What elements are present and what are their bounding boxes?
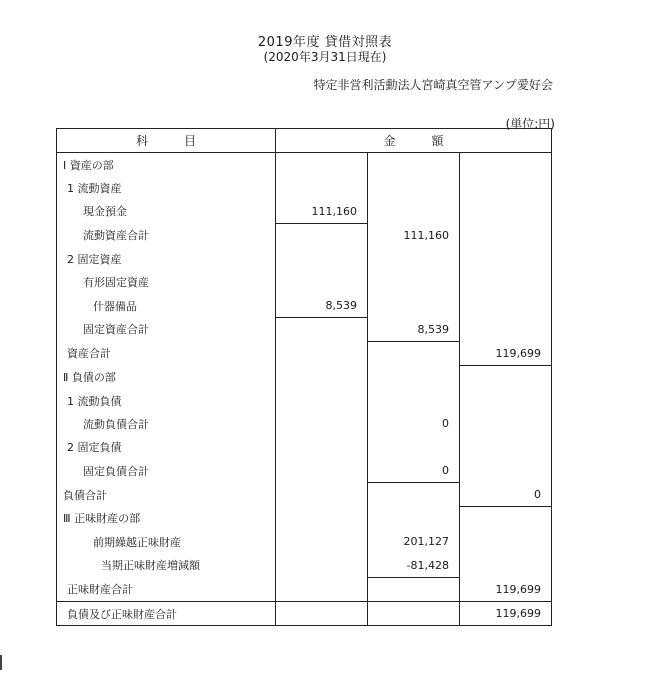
amount-subtotal: 0 [368, 459, 460, 483]
amount-total [460, 412, 552, 435]
table-row [57, 389, 552, 412]
table-row [57, 270, 552, 293]
amount-subtotal: 0 [368, 412, 460, 435]
row-label: Ⅱ 負債の部 [57, 365, 276, 389]
amount-detail [276, 153, 368, 177]
amount-subtotal [368, 577, 460, 601]
amount-total [460, 294, 552, 318]
table-row [57, 506, 552, 530]
amount-column-header: 金 額 [276, 129, 552, 153]
amount-subtotal: -81,428 [368, 554, 460, 578]
amount-detail [276, 341, 368, 365]
amount-subtotal [368, 294, 460, 318]
amount-detail [276, 247, 368, 270]
table-row [57, 176, 552, 199]
row-label: Ⅰ 資産の部 [57, 153, 276, 177]
amount-detail: 111,160 [276, 200, 368, 224]
amount-detail [276, 530, 368, 553]
amount-detail [276, 602, 368, 626]
table-row [57, 412, 552, 435]
amount-total [460, 318, 552, 342]
row-label: 流動負債合計 [57, 412, 276, 435]
row-label: 前期繰越正味財産 [57, 530, 276, 553]
amount-subtotal [368, 176, 460, 199]
amount-detail [276, 223, 368, 247]
document-period: (2020年3月31日現在) [263, 50, 387, 64]
row-label: 負債合計 [57, 483, 276, 507]
amount-detail [276, 459, 368, 483]
row-label: 現金預金 [57, 200, 276, 224]
amount-subtotal: 201,127 [368, 530, 460, 553]
amount-total [460, 223, 552, 247]
amount-subtotal [368, 200, 460, 224]
amount-subtotal [368, 483, 460, 507]
amount-detail [276, 270, 368, 293]
amount-subtotal [368, 153, 460, 177]
table-row [57, 153, 552, 177]
amount-total [460, 436, 552, 459]
table-row [57, 436, 552, 459]
table-row [57, 554, 552, 578]
amount-detail [276, 483, 368, 507]
amount-total [460, 554, 552, 578]
organization-name: 特定非営利活動法人宮崎真空管アンプ愛好会 [313, 78, 553, 92]
amount-detail [276, 436, 368, 459]
row-label: 1 流動資産 [57, 176, 276, 199]
amount-total [460, 365, 552, 389]
amount-detail [276, 176, 368, 199]
subject-column-header: 科 目 [57, 129, 276, 153]
row-label: 2 固定負債 [57, 436, 276, 459]
amount-total [460, 176, 552, 199]
unit-label: (単位:円) [505, 117, 555, 131]
table-row [57, 200, 552, 224]
row-label: 2 固定資産 [57, 247, 276, 270]
row-label: 資産合計 [57, 341, 276, 365]
amount-total [460, 247, 552, 270]
amount-subtotal [368, 270, 460, 293]
scan-edge-mark [0, 655, 2, 670]
table-row [57, 223, 552, 247]
amount-total [460, 389, 552, 412]
table-row [57, 459, 552, 483]
table-row [57, 483, 552, 507]
table-row [57, 365, 552, 389]
amount-subtotal [368, 602, 460, 626]
amount-detail [276, 554, 368, 578]
amount-total: 0 [460, 483, 552, 507]
row-label: 正味財産合計 [57, 577, 276, 601]
document-title: 2019年度 貸借対照表 [257, 35, 393, 50]
amount-total [460, 459, 552, 483]
amount-detail [276, 577, 368, 601]
row-label: 什器備品 [57, 294, 276, 318]
amount-total [460, 506, 552, 530]
amount-detail [276, 365, 368, 389]
amount-subtotal [368, 389, 460, 412]
table-header-row [57, 129, 552, 153]
amount-detail [276, 318, 368, 342]
amount-subtotal [368, 341, 460, 365]
row-label: Ⅲ 正味財産の部 [57, 506, 276, 530]
balance-sheet-table [56, 128, 552, 626]
amount-subtotal: 111,160 [368, 223, 460, 247]
amount-subtotal [368, 506, 460, 530]
amount-subtotal [368, 365, 460, 389]
amount-subtotal [368, 247, 460, 270]
amount-detail [276, 506, 368, 530]
amount-detail [276, 412, 368, 435]
amount-detail [276, 389, 368, 412]
amount-subtotal [368, 436, 460, 459]
table-row [57, 294, 552, 318]
row-label: 固定資産合計 [57, 318, 276, 342]
row-label: 負債及び正味財産合計 [57, 602, 276, 626]
amount-total [460, 153, 552, 177]
amount-subtotal: 8,539 [368, 318, 460, 342]
table-row [57, 247, 552, 270]
row-label: 流動資産合計 [57, 223, 276, 247]
amount-total: 119,699 [460, 577, 552, 601]
table-row [57, 318, 552, 342]
row-label: 当期正味財産増減額 [57, 554, 276, 578]
amount-detail: 8,539 [276, 294, 368, 318]
row-label: 有形固定資産 [57, 270, 276, 293]
table-row [57, 577, 552, 601]
table-row [57, 530, 552, 553]
amount-total [460, 200, 552, 224]
amount-total: 119,699 [460, 341, 552, 365]
amount-total [460, 530, 552, 553]
row-label: 1 流動負債 [57, 389, 276, 412]
amount-total: 119,699 [460, 602, 552, 626]
table-row [57, 602, 552, 626]
row-label: 固定負債合計 [57, 459, 276, 483]
amount-total [460, 270, 552, 293]
table-row [57, 341, 552, 365]
